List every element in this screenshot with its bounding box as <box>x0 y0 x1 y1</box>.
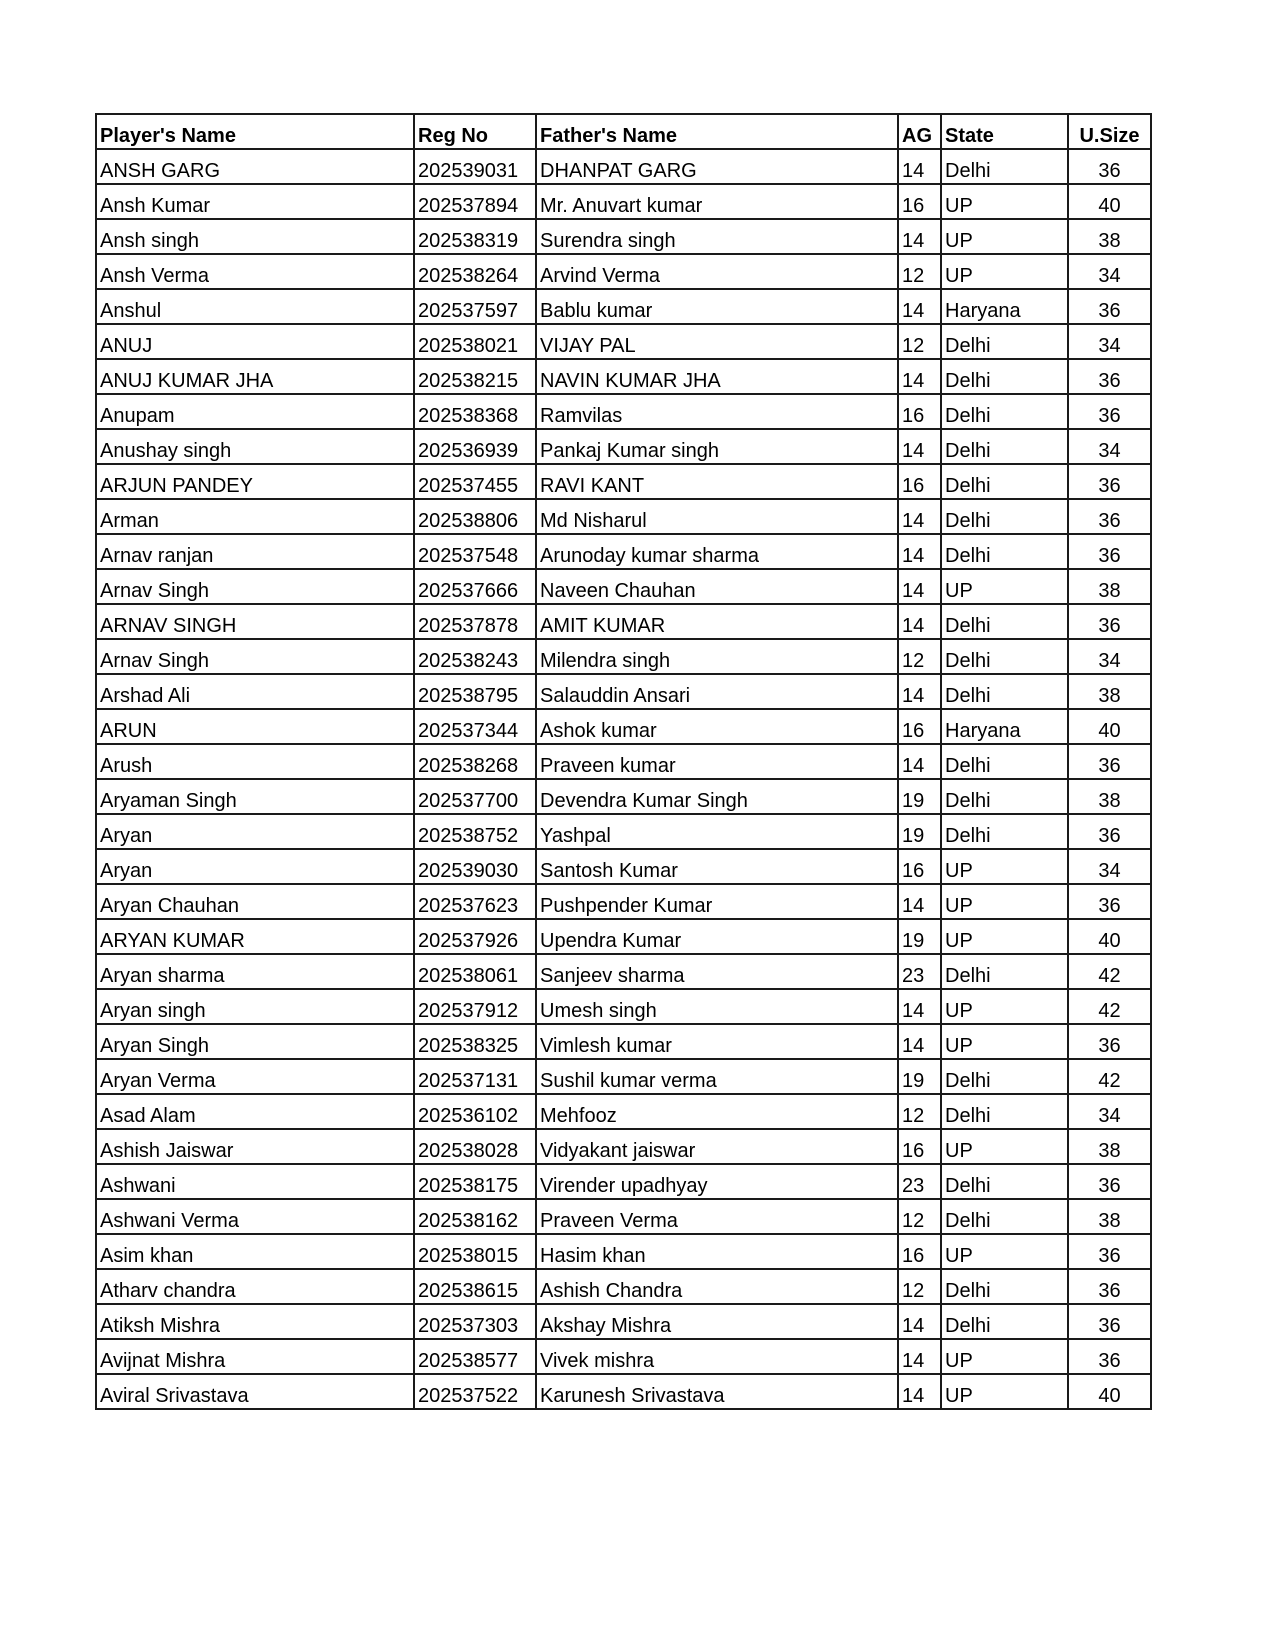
cell-uniform-size: 38 <box>1068 1129 1151 1164</box>
cell-uniform-size: 36 <box>1068 359 1151 394</box>
cell-father-name: Milendra singh <box>536 639 898 674</box>
table-row <box>96 289 1151 324</box>
cell-player-name: Aryan Singh <box>96 1024 414 1059</box>
cell-father-name: Santosh Kumar <box>536 849 898 884</box>
cell-reg-no: 202537894 <box>414 184 536 219</box>
cell-player-name: Atiksh Mishra <box>96 1304 414 1339</box>
cell-player-name: Arman <box>96 499 414 534</box>
cell-father-name: Pankaj Kumar singh <box>536 429 898 464</box>
cell-reg-no: 202538268 <box>414 744 536 779</box>
cell-state: Haryana <box>941 709 1068 744</box>
cell-uniform-size: 36 <box>1068 464 1151 499</box>
cell-state: Delhi <box>941 779 1068 814</box>
cell-reg-no: 202538061 <box>414 954 536 989</box>
cell-father-name: Vivek mishra <box>536 1339 898 1374</box>
cell-father-name: Mr. Anuvart kumar <box>536 184 898 219</box>
cell-state: Delhi <box>941 674 1068 709</box>
cell-uniform-size: 34 <box>1068 254 1151 289</box>
cell-player-name: Ashish Jaiswar <box>96 1129 414 1164</box>
cell-age-group: 12 <box>898 254 941 289</box>
cell-father-name: Ashok kumar <box>536 709 898 744</box>
cell-reg-no: 202538215 <box>414 359 536 394</box>
header-state: State <box>941 114 1068 149</box>
cell-reg-no: 202537623 <box>414 884 536 919</box>
cell-age-group: 12 <box>898 1094 941 1129</box>
cell-father-name: Yashpal <box>536 814 898 849</box>
cell-state: Delhi <box>941 1059 1068 1094</box>
cell-player-name: Ansh Kumar <box>96 184 414 219</box>
table-row <box>96 954 1151 989</box>
table-row <box>96 1094 1151 1129</box>
table-row <box>96 639 1151 674</box>
cell-state: Delhi <box>941 1164 1068 1199</box>
cell-state: Delhi <box>941 429 1068 464</box>
cell-reg-no: 202538264 <box>414 254 536 289</box>
cell-father-name: Upendra Kumar <box>536 919 898 954</box>
cell-reg-no: 202538162 <box>414 1199 536 1234</box>
cell-reg-no: 202538243 <box>414 639 536 674</box>
cell-father-name: Naveen Chauhan <box>536 569 898 604</box>
cell-reg-no: 202537344 <box>414 709 536 744</box>
cell-player-name: Ashwani Verma <box>96 1199 414 1234</box>
cell-age-group: 14 <box>898 1374 941 1409</box>
header-age-group: AG <box>898 114 941 149</box>
cell-player-name: Aryan <box>96 849 414 884</box>
cell-age-group: 14 <box>898 499 941 534</box>
cell-reg-no: 202537131 <box>414 1059 536 1094</box>
cell-age-group: 14 <box>898 674 941 709</box>
cell-state: UP <box>941 1129 1068 1164</box>
cell-player-name: ARJUN PANDEY <box>96 464 414 499</box>
cell-reg-no: 202538319 <box>414 219 536 254</box>
cell-uniform-size: 40 <box>1068 184 1151 219</box>
cell-player-name: Ashwani <box>96 1164 414 1199</box>
cell-uniform-size: 36 <box>1068 499 1151 534</box>
cell-father-name: Sushil kumar verma <box>536 1059 898 1094</box>
cell-age-group: 14 <box>898 429 941 464</box>
cell-uniform-size: 34 <box>1068 1094 1151 1129</box>
header-player-name: Player's Name <box>96 114 414 149</box>
cell-father-name: Bablu kumar <box>536 289 898 324</box>
table-row <box>96 149 1151 184</box>
cell-player-name: Aryan Verma <box>96 1059 414 1094</box>
table-row <box>96 219 1151 254</box>
table-row <box>96 1234 1151 1269</box>
player-roster-table <box>95 113 1152 1410</box>
cell-father-name: Praveen Verma <box>536 1199 898 1234</box>
cell-reg-no: 202537303 <box>414 1304 536 1339</box>
table-row <box>96 499 1151 534</box>
cell-father-name: Arunoday kumar sharma <box>536 534 898 569</box>
table-row <box>96 779 1151 814</box>
cell-uniform-size: 38 <box>1068 569 1151 604</box>
cell-age-group: 23 <box>898 1164 941 1199</box>
table-row <box>96 464 1151 499</box>
cell-player-name: ANUJ KUMAR JHA <box>96 359 414 394</box>
cell-state: Delhi <box>941 954 1068 989</box>
cell-uniform-size: 36 <box>1068 394 1151 429</box>
cell-age-group: 14 <box>898 989 941 1024</box>
cell-uniform-size: 34 <box>1068 429 1151 464</box>
cell-uniform-size: 36 <box>1068 1304 1151 1339</box>
cell-uniform-size: 36 <box>1068 289 1151 324</box>
cell-player-name: Aryan singh <box>96 989 414 1024</box>
cell-age-group: 14 <box>898 219 941 254</box>
cell-player-name: Aviral Srivastava <box>96 1374 414 1409</box>
cell-age-group: 16 <box>898 184 941 219</box>
cell-age-group: 14 <box>898 604 941 639</box>
cell-player-name: Arnav Singh <box>96 639 414 674</box>
cell-father-name: Salauddin Ansari <box>536 674 898 709</box>
cell-age-group: 14 <box>898 1339 941 1374</box>
cell-age-group: 16 <box>898 1234 941 1269</box>
cell-reg-no: 202537666 <box>414 569 536 604</box>
table-row <box>96 709 1151 744</box>
cell-age-group: 16 <box>898 849 941 884</box>
cell-reg-no: 202538577 <box>414 1339 536 1374</box>
cell-father-name: Akshay Mishra <box>536 1304 898 1339</box>
cell-state: UP <box>941 919 1068 954</box>
cell-player-name: Anshul <box>96 289 414 324</box>
cell-state: Haryana <box>941 289 1068 324</box>
cell-age-group: 14 <box>898 359 941 394</box>
cell-player-name: Avijnat Mishra <box>96 1339 414 1374</box>
cell-father-name: Praveen kumar <box>536 744 898 779</box>
cell-age-group: 14 <box>898 1304 941 1339</box>
cell-age-group: 19 <box>898 779 941 814</box>
cell-father-name: Arvind Verma <box>536 254 898 289</box>
cell-reg-no: 202537878 <box>414 604 536 639</box>
cell-father-name: Vimlesh kumar <box>536 1024 898 1059</box>
cell-state: UP <box>941 184 1068 219</box>
cell-age-group: 14 <box>898 1024 941 1059</box>
cell-age-group: 16 <box>898 709 941 744</box>
cell-age-group: 14 <box>898 884 941 919</box>
cell-father-name: VIJAY PAL <box>536 324 898 359</box>
cell-father-name: Mehfooz <box>536 1094 898 1129</box>
table-row <box>96 254 1151 289</box>
cell-reg-no: 202537912 <box>414 989 536 1024</box>
cell-uniform-size: 38 <box>1068 1199 1151 1234</box>
cell-state: UP <box>941 884 1068 919</box>
cell-state: Delhi <box>941 1304 1068 1339</box>
cell-player-name: Arnav Singh <box>96 569 414 604</box>
table-row <box>96 1129 1151 1164</box>
cell-age-group: 16 <box>898 394 941 429</box>
cell-uniform-size: 36 <box>1068 1164 1151 1199</box>
cell-state: Delhi <box>941 1269 1068 1304</box>
table-row <box>96 919 1151 954</box>
cell-reg-no: 202538028 <box>414 1129 536 1164</box>
table-row <box>96 1024 1151 1059</box>
table-row <box>96 744 1151 779</box>
cell-state: Delhi <box>941 1094 1068 1129</box>
cell-player-name: ARNAV SINGH <box>96 604 414 639</box>
cell-father-name: NAVIN KUMAR JHA <box>536 359 898 394</box>
cell-uniform-size: 38 <box>1068 674 1151 709</box>
cell-state: UP <box>941 254 1068 289</box>
cell-age-group: 19 <box>898 814 941 849</box>
cell-uniform-size: 36 <box>1068 1234 1151 1269</box>
table-row <box>96 604 1151 639</box>
table-row <box>96 429 1151 464</box>
cell-state: Delhi <box>941 1199 1068 1234</box>
cell-player-name: Aryan sharma <box>96 954 414 989</box>
cell-state: UP <box>941 1234 1068 1269</box>
table-row <box>96 1199 1151 1234</box>
cell-father-name: Md Nisharul <box>536 499 898 534</box>
cell-state: UP <box>941 1374 1068 1409</box>
cell-reg-no: 202537926 <box>414 919 536 954</box>
cell-player-name: Asad Alam <box>96 1094 414 1129</box>
cell-player-name: Aryaman Singh <box>96 779 414 814</box>
cell-age-group: 14 <box>898 289 941 324</box>
cell-father-name: Vidyakant jaiswar <box>536 1129 898 1164</box>
cell-uniform-size: 42 <box>1068 954 1151 989</box>
table-row <box>96 849 1151 884</box>
cell-state: Delhi <box>941 394 1068 429</box>
cell-reg-no: 202537700 <box>414 779 536 814</box>
cell-age-group: 12 <box>898 1269 941 1304</box>
cell-state: Delhi <box>941 324 1068 359</box>
cell-state: Delhi <box>941 359 1068 394</box>
header-uniform-size: U.Size <box>1068 114 1151 149</box>
cell-player-name: Arush <box>96 744 414 779</box>
table-row <box>96 569 1151 604</box>
cell-age-group: 23 <box>898 954 941 989</box>
cell-uniform-size: 36 <box>1068 1339 1151 1374</box>
table-row <box>96 674 1151 709</box>
cell-uniform-size: 40 <box>1068 709 1151 744</box>
cell-reg-no: 202538795 <box>414 674 536 709</box>
cell-age-group: 14 <box>898 744 941 779</box>
cell-state: UP <box>941 219 1068 254</box>
cell-uniform-size: 34 <box>1068 639 1151 674</box>
table-row <box>96 1374 1151 1409</box>
cell-reg-no: 202537522 <box>414 1374 536 1409</box>
cell-player-name: Ansh Verma <box>96 254 414 289</box>
header-reg-no: Reg No <box>414 114 536 149</box>
cell-state: UP <box>941 1024 1068 1059</box>
cell-reg-no: 202538021 <box>414 324 536 359</box>
cell-uniform-size: 34 <box>1068 324 1151 359</box>
cell-age-group: 12 <box>898 1199 941 1234</box>
table-row <box>96 534 1151 569</box>
cell-player-name: Arshad Ali <box>96 674 414 709</box>
cell-uniform-size: 36 <box>1068 814 1151 849</box>
table-body <box>96 149 1151 1409</box>
cell-uniform-size: 36 <box>1068 1269 1151 1304</box>
header-row <box>96 114 1151 149</box>
cell-uniform-size: 36 <box>1068 604 1151 639</box>
cell-reg-no: 202537548 <box>414 534 536 569</box>
cell-age-group: 12 <box>898 324 941 359</box>
cell-age-group: 16 <box>898 464 941 499</box>
table-row <box>96 184 1151 219</box>
cell-player-name: Asim khan <box>96 1234 414 1269</box>
cell-uniform-size: 36 <box>1068 744 1151 779</box>
cell-player-name: Ansh singh <box>96 219 414 254</box>
cell-father-name: Umesh singh <box>536 989 898 1024</box>
table-row <box>96 1164 1151 1199</box>
cell-age-group: 12 <box>898 639 941 674</box>
cell-player-name: Aryan <box>96 814 414 849</box>
cell-age-group: 19 <box>898 1059 941 1094</box>
cell-state: Delhi <box>941 604 1068 639</box>
table-row <box>96 394 1151 429</box>
cell-uniform-size: 34 <box>1068 849 1151 884</box>
cell-uniform-size: 42 <box>1068 989 1151 1024</box>
cell-uniform-size: 36 <box>1068 1024 1151 1059</box>
cell-state: UP <box>941 989 1068 1024</box>
cell-reg-no: 202536939 <box>414 429 536 464</box>
cell-state: Delhi <box>941 464 1068 499</box>
cell-father-name: RAVI KANT <box>536 464 898 499</box>
cell-state: Delhi <box>941 639 1068 674</box>
cell-state: Delhi <box>941 534 1068 569</box>
cell-reg-no: 202538368 <box>414 394 536 429</box>
table-row <box>96 989 1151 1024</box>
table-row <box>96 324 1151 359</box>
cell-state: Delhi <box>941 744 1068 779</box>
cell-age-group: 14 <box>898 149 941 184</box>
cell-player-name: ANUJ <box>96 324 414 359</box>
cell-player-name: ARUN <box>96 709 414 744</box>
cell-state: UP <box>941 569 1068 604</box>
cell-uniform-size: 40 <box>1068 1374 1151 1409</box>
header-father-name: Father's Name <box>536 114 898 149</box>
table-row <box>96 1269 1151 1304</box>
cell-uniform-size: 36 <box>1068 884 1151 919</box>
cell-age-group: 14 <box>898 569 941 604</box>
cell-reg-no: 202539030 <box>414 849 536 884</box>
cell-age-group: 19 <box>898 919 941 954</box>
cell-reg-no: 202537455 <box>414 464 536 499</box>
cell-reg-no: 202538752 <box>414 814 536 849</box>
cell-age-group: 14 <box>898 534 941 569</box>
cell-player-name: ANSH GARG <box>96 149 414 184</box>
cell-state: Delhi <box>941 499 1068 534</box>
cell-father-name: Devendra Kumar Singh <box>536 779 898 814</box>
cell-reg-no: 202538015 <box>414 1234 536 1269</box>
cell-father-name: Karunesh Srivastava <box>536 1374 898 1409</box>
cell-reg-no: 202537597 <box>414 289 536 324</box>
cell-father-name: Virender upadhyay <box>536 1164 898 1199</box>
cell-father-name: Ramvilas <box>536 394 898 429</box>
cell-player-name: ARYAN KUMAR <box>96 919 414 954</box>
table-row <box>96 1059 1151 1094</box>
cell-uniform-size: 36 <box>1068 149 1151 184</box>
cell-father-name: AMIT KUMAR <box>536 604 898 639</box>
cell-state: Delhi <box>941 814 1068 849</box>
table-row <box>96 1304 1151 1339</box>
cell-reg-no: 202538325 <box>414 1024 536 1059</box>
cell-player-name: Anupam <box>96 394 414 429</box>
cell-player-name: Aryan Chauhan <box>96 884 414 919</box>
cell-player-name: Anushay singh <box>96 429 414 464</box>
cell-reg-no: 202539031 <box>414 149 536 184</box>
cell-player-name: Atharv chandra <box>96 1269 414 1304</box>
table-row <box>96 359 1151 394</box>
cell-father-name: Sanjeev sharma <box>536 954 898 989</box>
cell-uniform-size: 36 <box>1068 534 1151 569</box>
cell-state: Delhi <box>941 149 1068 184</box>
cell-father-name: DHANPAT GARG <box>536 149 898 184</box>
cell-age-group: 16 <box>898 1129 941 1164</box>
cell-uniform-size: 42 <box>1068 1059 1151 1094</box>
cell-state: UP <box>941 1339 1068 1374</box>
cell-father-name: Ashish Chandra <box>536 1269 898 1304</box>
cell-father-name: Pushpender Kumar <box>536 884 898 919</box>
cell-uniform-size: 40 <box>1068 919 1151 954</box>
table-row <box>96 884 1151 919</box>
cell-reg-no: 202538175 <box>414 1164 536 1199</box>
table-row <box>96 1339 1151 1374</box>
cell-father-name: Hasim khan <box>536 1234 898 1269</box>
cell-uniform-size: 38 <box>1068 779 1151 814</box>
cell-uniform-size: 38 <box>1068 219 1151 254</box>
table-row <box>96 814 1151 849</box>
cell-reg-no: 202538615 <box>414 1269 536 1304</box>
cell-player-name: Arnav ranjan <box>96 534 414 569</box>
cell-father-name: Surendra singh <box>536 219 898 254</box>
cell-state: UP <box>941 849 1068 884</box>
cell-reg-no: 202536102 <box>414 1094 536 1129</box>
cell-reg-no: 202538806 <box>414 499 536 534</box>
